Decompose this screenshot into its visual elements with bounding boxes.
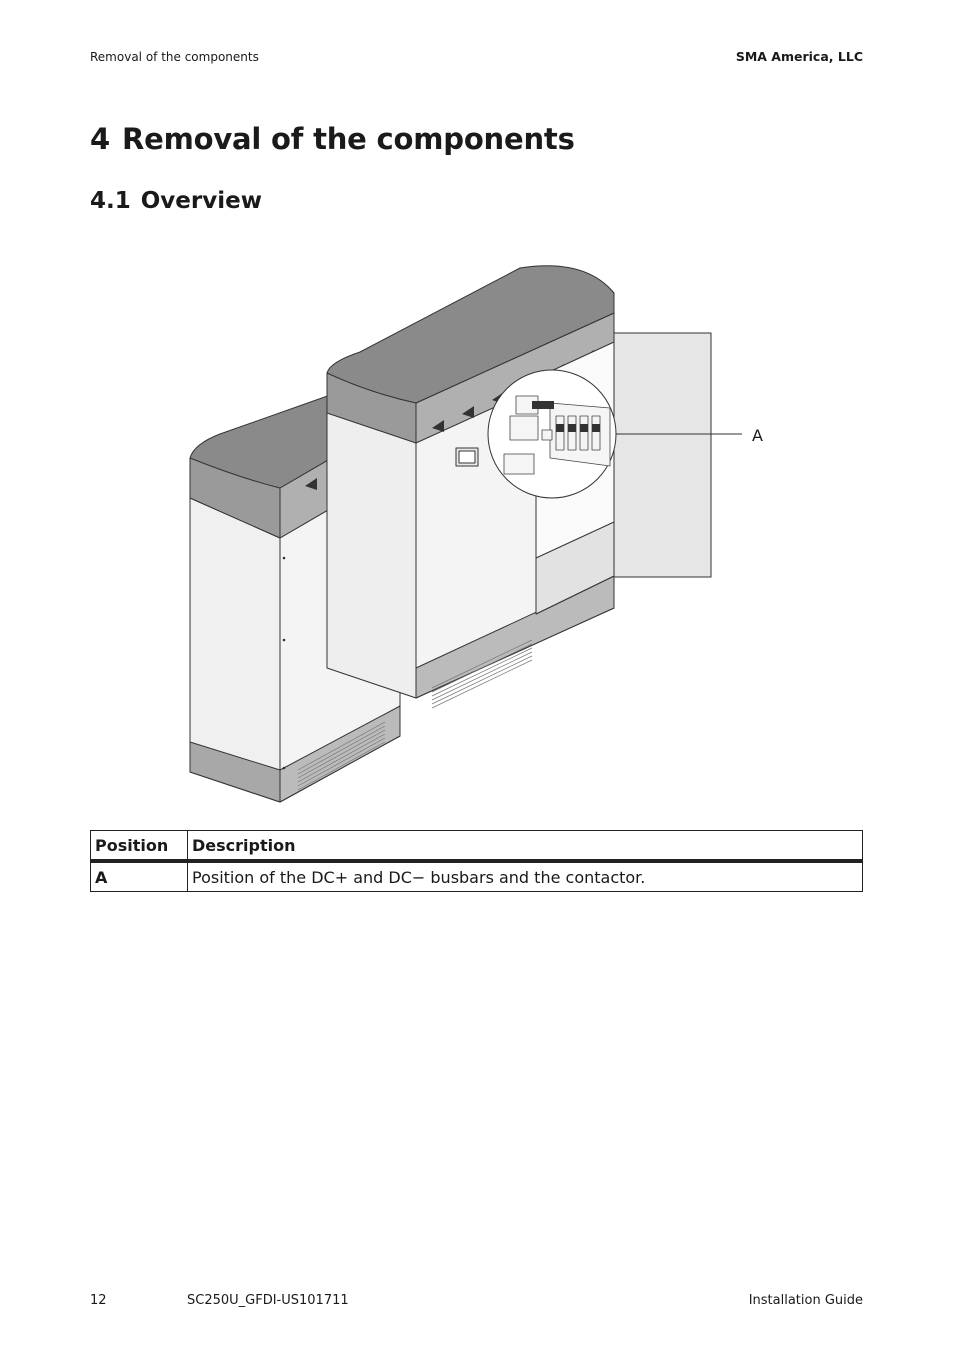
chapter-heading: [90, 122, 575, 156]
page-number: 12: [90, 1293, 107, 1308]
inverter-illustration: [180, 258, 780, 806]
table-header-description: Description: [188, 831, 863, 862]
table-row: [91, 861, 863, 892]
table-cell-position: A: [91, 861, 188, 892]
section-heading: [90, 188, 262, 214]
table-header-row: [91, 831, 863, 862]
table-header-position: Position: [91, 831, 188, 862]
chapter-title: Removal of the components: [121, 122, 575, 156]
section-number: 4.1: [90, 188, 131, 214]
table-cell-description: Position of the DC+ and DC− busbars and the contactor.: [188, 861, 863, 892]
chapter-number: 4: [90, 122, 110, 156]
running-header-company: SMA America, LLC: [735, 49, 863, 64]
document-id: SC250U_GFDI-US101711: [187, 1293, 349, 1308]
section-title: Overview: [140, 188, 262, 214]
running-header-section: Removal of the components: [90, 50, 259, 64]
callout-label: A: [752, 426, 763, 445]
document-type: Installation Guide: [748, 1293, 863, 1308]
detail-panel: [614, 333, 711, 577]
position-table: [90, 830, 863, 892]
